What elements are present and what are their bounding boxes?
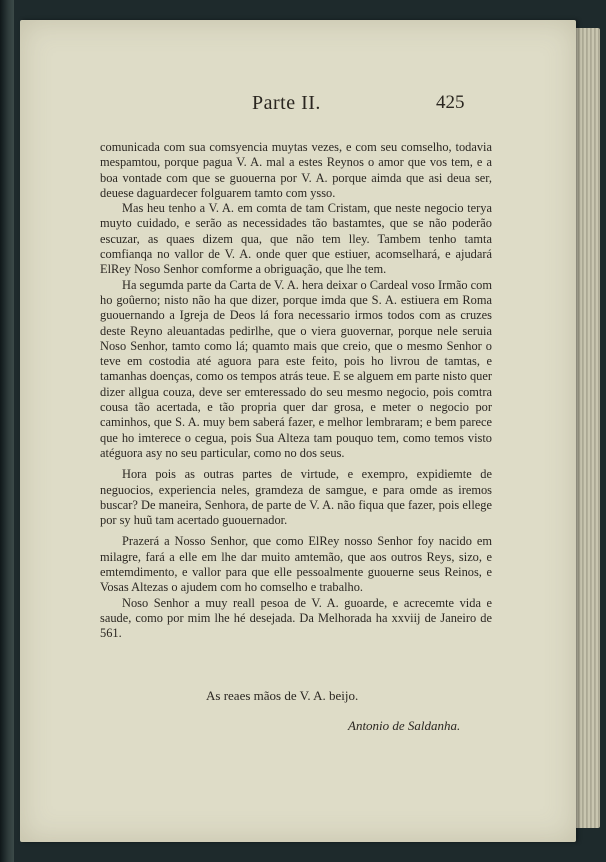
closing-line: As reaes mãos de V. A. beijo. <box>206 688 359 703</box>
paragraph: comunicada com sua comsyencia muytas vezes, e com seu comselho, todavia mespamtou, porque pagua V. A. mal a estes Reynos o amor que vos tem, e a boa vontade com que se guouerna por V. A. porque aimda que asi deua ser, deuese daguardecer folguarem tamto com ysso. <box>100 140 492 200</box>
paragraph: Noso Senhor a muy reall pesoa de V. A. guoarde, e acrecemte vida e saude, como por mim lhe hé desejada. Da Melhorada ha xxviij de Janeiro de 561. <box>100 595 492 641</box>
paragraph: Ha segumda parte da Carta de V. A. hera deixar o Cardeal voso Irmão com ho goûerno; nisto não ha que dizer, porque imda que S. A. estiuera em Roma guouernando a Igreja de Deos lá fora necessario irmos todos com as cruzes deste Reyno aleuantadas pedirlhe, que o viera guovernar, porque nele seruia Noso Senhor, tamto como lá; quamto mais que creio, que o mesmo Senhor o teve em costodia até aguora para este feito, pois ho livrou de tamtas, e tamanhas doenças, como os tempos atrás teue. E se alguem em parte nisto quer dizer allgua couza, deve ser emteressado do seu mesmo negocio, pois comtra cousa tão acertada, e tão propria quer dar grosa, e meter o negocio por caminhos, que S. A. muy bem saberá fazer, e melhor lembraram; e bem parece que ho imterece o cegua, pois Sua Alteza tam pouquo tem, como temos visto atéguora asy no seu particular, como no dos seus. <box>100 277 492 460</box>
paragraph: Prazerá a Nosso Senhor, que como ElRey nosso Senhor foy nacido em milagre, fará a elle em lhe dar muito amtemão, que aos outros Reys, sizo, e emtemdimento, e vallor para que elle pessoalmente guouerne seus Reinos, e Vosas Altezas o ajudem com ho comselho e trabalho. <box>100 534 492 595</box>
paragraph: Hora pois as outras partes de virtude, e exempro, expidiemte de neguocios, experiencia neles, gramdeza de samgue, e para omde as iremos buscar? De maneira, Senhora, de parte de V. A. não fiqua que fazer, pois ellege por sy huũ tam acertado guouernador. <box>100 467 492 528</box>
running-head: Parte II. <box>252 92 321 114</box>
signature: Antonio de Saldanha. <box>348 718 461 733</box>
page-header <box>20 90 576 124</box>
page-number: 425 <box>436 92 465 113</box>
paragraph: Mas heu tenho a V. A. em comta de tam Cristam, que neste negocio terya muyto cuidado, e serão as necessidades tão bastamtes, que se não poderão escuzar, as quaes dizem qua, que não tem lley. Tambem tenho tamta comfianqa no vallor de V. A. onde quer que estiuer, acomselhará, e ajudará ElRey Noso Senhor comforme a obriguação, que lhe tem. <box>100 201 492 277</box>
letter-body <box>100 140 492 642</box>
book-page <box>20 20 576 842</box>
book-gutter <box>0 0 14 862</box>
